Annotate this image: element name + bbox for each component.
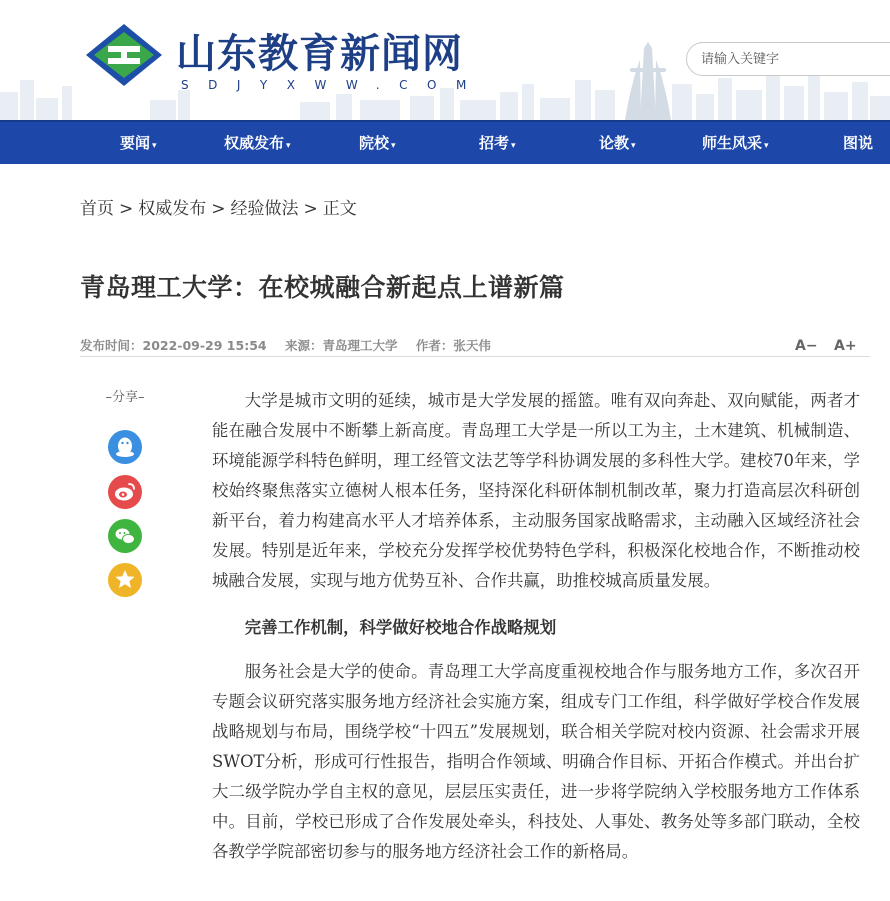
nav-item-lunjiao[interactable]: 论教 ▾ xyxy=(599,134,636,152)
share-qzone-button[interactable] xyxy=(108,563,142,597)
share-label: –分享– xyxy=(105,390,145,405)
article-paragraph: 服务社会是大学的使命。青岛理工大学高度重视校地合作与服务地方工作，多次召开专题会议研究落实服务地方经济社会实施方案，组成专门工作组，科学做好学校合作发展战略规划与布局，围绕学校“十四五”发展规划，联合相关学院对校内资源、社会需求开展SWOT分析，形成可行性报告，指明合作领域、明确合作目标、开拓合作模式。并出台扩大二级学院办学自主权的意见，层层压实责任，进一步将学院纳入学校服务地方工作体系中。目前，学校已形成了合作发展处牵头，科技处、人事处、教务处等多部门联动，全校各教学学院部密切参与的服务地方经济社会工作的新格局。 xyxy=(212,662,860,861)
main-nav xyxy=(0,120,890,164)
article-body xyxy=(212,386,860,867)
chevron-down-icon: ▾ xyxy=(152,141,157,151)
search-input[interactable] xyxy=(686,42,890,76)
font-increase-button[interactable]: A+ xyxy=(834,338,857,354)
article-paragraph: 大学是城市文明的延续，城市是大学发展的摇篮。唯有双向奔赴、双向赋能，两者才能在融合发展中不断攀上新高度。青岛理工大学是一所以工为主，土木建筑、机械制造、环境能源学科特色鲜明，理工经管文法艺等学科协调发展的多科性大学。建校70年来，学校始终聚焦落实立德树人根本任务，坚持深化科研体制机制改革，聚力打造高层次科研创新平台，着力构建高水平人才培养体系，主动服务国家战略需求，主动融入区域经济社会发展。特别是近年来，学校充分发挥学校优势特色学科，积极深化校地合作，不断推动校城融合发展，实现与地方优势互补、合作共赢，助推校城高质量发展。 xyxy=(212,391,860,590)
weibo-icon xyxy=(108,475,142,509)
qq-icon xyxy=(108,430,142,464)
article-title: 青岛理工大学：在校城融合新起点上谱新篇 xyxy=(80,273,565,302)
nav-item-shisheng[interactable]: 师生风采 ▾ xyxy=(702,134,769,152)
chevron-down-icon: ▾ xyxy=(511,141,516,151)
divider xyxy=(80,356,870,357)
breadcrumb-separator: > xyxy=(211,199,226,219)
breadcrumb-separator: > xyxy=(303,199,318,219)
nav-item-yaowen[interactable]: 要闻 ▾ xyxy=(120,134,157,152)
site-header xyxy=(0,0,890,120)
site-name[interactable]: 山东教育新闻网 xyxy=(176,30,463,77)
publish-time: 发布时间：2022-09-29 15:54 xyxy=(80,338,267,353)
qzone-star-icon xyxy=(108,563,142,597)
share-weibo-button[interactable] xyxy=(108,475,142,509)
article-meta xyxy=(80,336,505,354)
breadcrumb-current: 正文 xyxy=(322,199,357,219)
share-wechat-button[interactable] xyxy=(108,519,142,553)
article-source: 来源：青岛理工大学 xyxy=(284,338,398,353)
breadcrumb-home[interactable]: 首页 xyxy=(80,199,114,219)
chevron-down-icon: ▾ xyxy=(764,141,769,151)
chevron-down-icon: ▾ xyxy=(286,141,291,151)
breadcrumb xyxy=(80,194,357,219)
chevron-down-icon: ▾ xyxy=(391,141,396,151)
nav-item-quanwei[interactable]: 权威发布 ▾ xyxy=(224,134,291,152)
breadcrumb-quanwei[interactable]: 权威发布 xyxy=(138,199,207,219)
font-decrease-button[interactable]: A− xyxy=(795,338,818,354)
article-subheading: 完善工作机制，科学做好校地合作战略规划 xyxy=(244,618,557,637)
share-qq-button[interactable] xyxy=(108,430,142,464)
site-domain: SDJYXWW.COM xyxy=(181,78,486,92)
site-logo-icon[interactable] xyxy=(84,22,164,88)
chevron-down-icon: ▾ xyxy=(631,141,636,151)
nav-item-tushuo[interactable]: 图说 xyxy=(843,134,874,152)
nav-item-yuanxiao[interactable]: 院校 ▾ xyxy=(359,134,396,152)
article-author: 作者：张天伟 xyxy=(415,338,491,353)
nav-item-zhaokao[interactable]: 招考 ▾ xyxy=(479,134,516,152)
breadcrumb-jingyan[interactable]: 经验做法 xyxy=(230,199,299,219)
wechat-icon xyxy=(108,519,142,553)
breadcrumb-separator: > xyxy=(119,199,134,219)
